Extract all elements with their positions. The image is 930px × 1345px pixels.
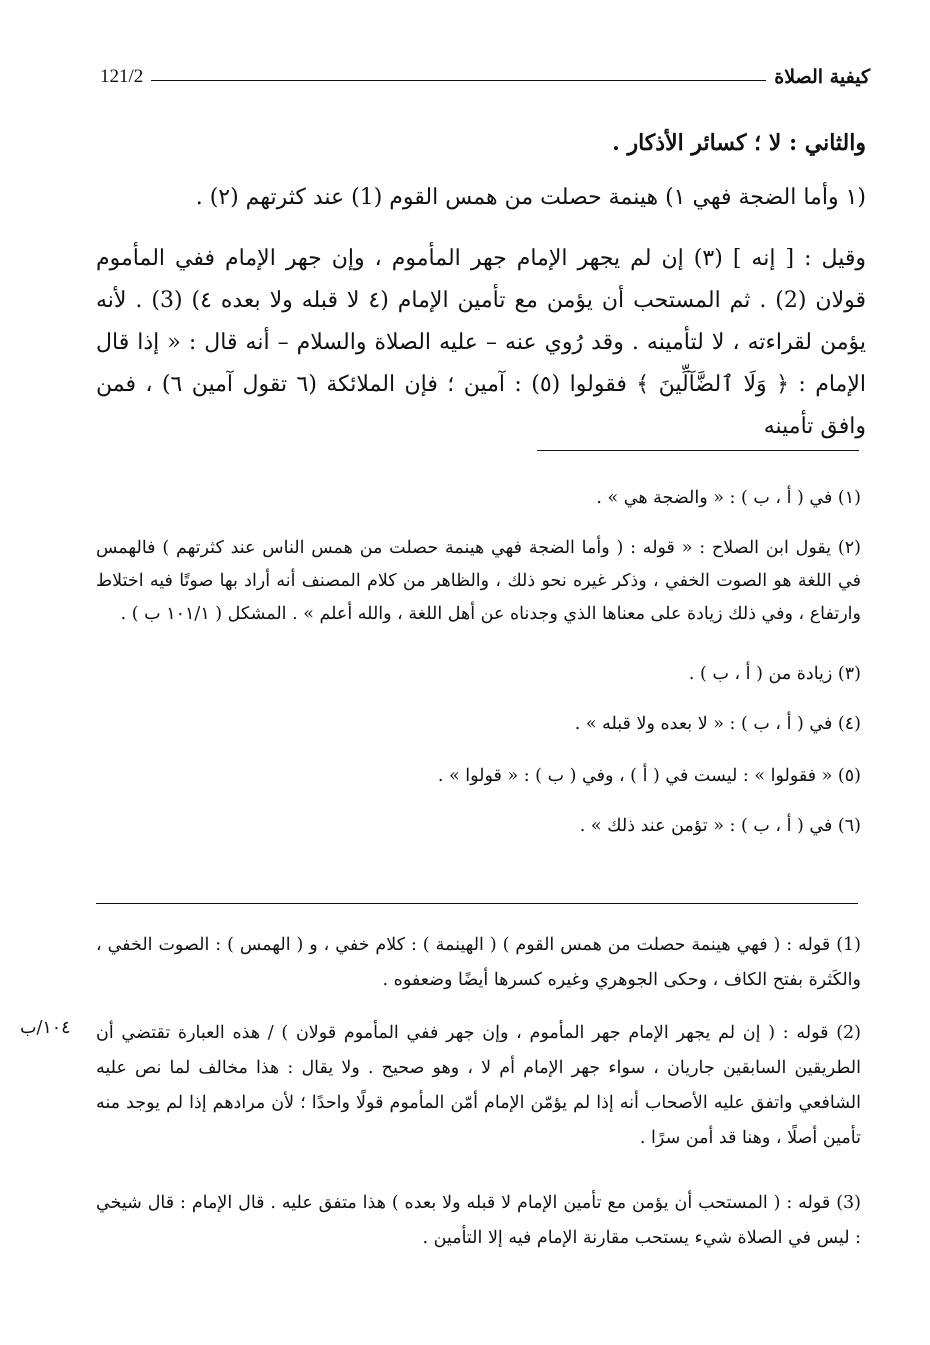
main-text-line-2: (١ وأما الضجة فهي ١) هينمة حصلت من همس القوم (1) عند كثرتهم (٢) .	[195, 185, 866, 210]
header-rule	[151, 80, 766, 81]
commentary-separator	[96, 903, 858, 904]
page-number: 121/2	[100, 66, 144, 87]
footnote-1: (١) في ( أ ، ب ) : « والضجة هي » .	[596, 488, 861, 508]
footnote-6: (٦) في ( أ ، ب ) : « تؤمن عند ذلك » .	[579, 816, 861, 836]
footnote-5: (٥) « فقولوا » : ليست في ( أ ) ، وفي ( ب ) : « قولوا » .	[437, 766, 861, 786]
footnote-3: (٣) زيادة من ( أ ، ب ) .	[688, 664, 861, 684]
footnote-separator	[537, 450, 859, 451]
footnote-2: (٢) يقول ابن الصلاح : « قوله : ( وأما الضجة فهي هينمة حصلت من همس الناس عند كثرتهم ) فالهمس في اللغة هو الصوت الخفي ، وذكر غيره نحو ذلك ، والظاهر من كلام المصنف أنه أراد بها صوتًا فيه اختلاط وارتفاع ، وفي ذلك زيادة على معناها الذي وجدناه عن أهل اللغة ، والله أعلم » . المشكل ( ١٠١/١ ب ) .	[96, 538, 861, 624]
margin-folio-note: ١٠٤/ب	[20, 1018, 71, 1038]
commentary-1: (1) قوله : ( فهي هينمة حصلت من همس القوم ) ( الهينمة ) : كلام خفي ، و ( الهمس ) : الصوت الخفي ، والكَثرة بفتح الكاف ، وحكى الجوهري وغيره كسرها أيضًا وضعفوه .	[96, 935, 861, 990]
commentary-3: (3) قوله : ( المستحب أن يؤمن مع تأمين الإمام لا قبله ولا بعده ) هذا متفق عليه . قال الإمام : قال شيخي : ليس في الصلاة شيء يستحب مقارنة الإمام فيه إلا التأمين .	[96, 1193, 861, 1248]
footnote-4: (٤) في ( أ ، ب ) : « لا بعده ولا قبله » .	[574, 714, 861, 734]
main-text-line-1: والثاني : لا ؛ كسائر الأذكار .	[612, 130, 866, 156]
running-header	[100, 62, 870, 92]
chapter-title: كيفية الصلاة	[774, 66, 870, 88]
main-paragraph: وقيل : [ إنه ] (٣) إن لم يجهر الإمام جهر المأموم ، وإن جهر الإمام ففي المأموم قولان (2) . ثم المستحب أن يؤمن مع تأمين الإمام (٤ لا قبله ولا بعده ٤) (3) . لأنه يؤمن لقراءته ، لا لتأمينه . وقد رُوي عنه – عليه الصلاة والسلام – أنه قال : « إذا قال الإمام : ﴿ وَلَا ٱلضَّآلِّينَ ﴾ فقولوا (٥) : آمين ؛ فإن الملائكة (٦ تقول آمين ٦) ، فمن وافق تأمينه	[96, 246, 866, 439]
commentary-2: (2) قوله : ( إن لم يجهر الإمام جهر المأموم ، وإن جهر ففي المأموم قولان ) / هذه العبارة تقتضي أن الطريقين السابقين جاريان ، سواء جهر الإمام أم لا ، وهو صحيح . ولا يقال : هذا مخالف لما نص عليه الشافعي واتفق عليه الأصحاب أنه إذا لم يؤمّن الإمام أمّن المأموم قولًا واحدًا ؛ لأن مرادهم إذا لم يوجد منه تأمين أصلًا ، وهنا قد أمن سرًا .	[96, 1023, 861, 1148]
